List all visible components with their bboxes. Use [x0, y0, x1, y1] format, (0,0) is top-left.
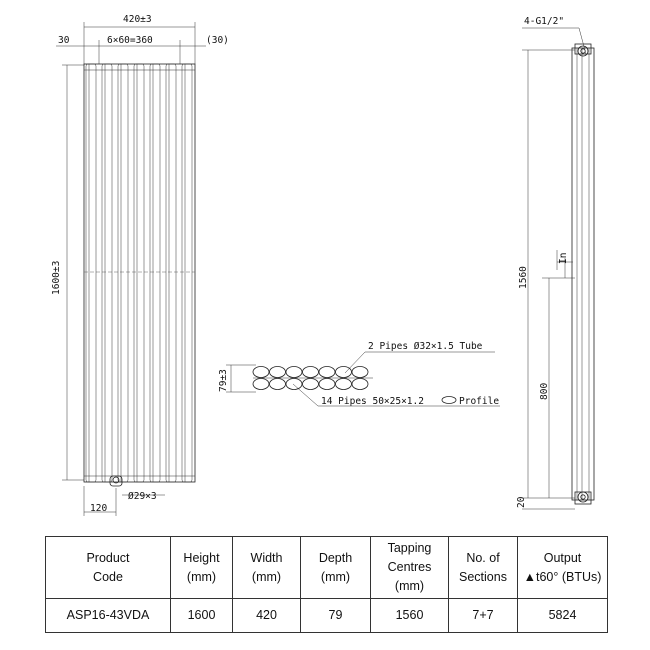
cell-sections: 7+7: [449, 599, 518, 633]
header-product-code: Product Code: [46, 537, 171, 599]
front-view: [51, 14, 229, 482]
section-pipe: [319, 379, 335, 390]
profile-oval-icon: [442, 397, 456, 404]
right-offset-label: (30): [206, 35, 229, 46]
section-pipe: [270, 379, 286, 390]
front-tube: [102, 64, 112, 482]
front-tube: [86, 64, 96, 482]
section-pipe: [253, 367, 269, 378]
section-pipe: [352, 367, 368, 378]
cell-height: 1600: [171, 599, 233, 633]
tube-callout-label: 2 Pipes Ø32×1.5 Tube: [368, 341, 483, 352]
section-pipe: [286, 379, 302, 390]
cell-output: 5824: [518, 599, 608, 633]
table-row: [46, 599, 608, 633]
section-view: [218, 341, 500, 407]
bottom-offset-label: 20: [516, 496, 527, 508]
thread-callout-label: 4-G1/2": [524, 16, 565, 27]
section-pipe: [352, 379, 368, 390]
front-tubes: [86, 64, 192, 482]
section-pipe: [336, 367, 352, 378]
section-pipe: [336, 379, 352, 390]
profile-callout-label: 14 Pipes 50×25×1.2: [321, 396, 424, 407]
section-pipe: [270, 367, 286, 378]
depth-dimension-label: 79±3: [218, 369, 229, 392]
cell-tapping-centres: 1560: [371, 599, 449, 633]
centres-dimension-label: 1560: [518, 266, 529, 289]
front-tube: [166, 64, 176, 482]
header-height: Height (mm): [171, 537, 233, 599]
front-tube: [182, 64, 192, 482]
inlet-offset-label: 120: [90, 503, 108, 514]
header-sections: No. of Sections: [449, 537, 518, 599]
section-pipe: [253, 379, 269, 390]
section-pipes: [253, 367, 373, 390]
cell-width: 420: [233, 599, 301, 633]
pipe-diameter-label: Ø29×3: [128, 491, 157, 502]
header-tapping-centres: Tapping Centres (mm): [371, 537, 449, 599]
section-pipe: [286, 367, 302, 378]
header-width: Width (mm): [233, 537, 301, 599]
header-depth: Depth (mm): [301, 537, 371, 599]
in-marker-label: In: [558, 252, 569, 264]
section-pipe: [303, 367, 319, 378]
cell-product-code: ASP16-43VDA: [46, 599, 171, 633]
side-view: [516, 16, 594, 509]
profile-suffix-label: Profile: [459, 396, 500, 407]
front-tube: [134, 64, 144, 482]
section-pipe: [319, 367, 335, 378]
table-header-row: [46, 537, 608, 599]
front-tube: [150, 64, 160, 482]
width-dimension-label: 420±3: [123, 14, 152, 25]
cell-depth: 79: [301, 599, 371, 633]
tube-spacing-label: 6×60=360: [107, 35, 153, 46]
left-offset-label: 30: [58, 35, 70, 46]
bracket-dimension-label: 800: [539, 382, 550, 400]
front-tube: [118, 64, 128, 482]
spec-table: [45, 536, 608, 633]
section-pipe: [303, 379, 319, 390]
height-dimension-label: 1600±3: [51, 260, 62, 295]
header-output: Output ▲t60° (BTUs): [518, 537, 608, 599]
